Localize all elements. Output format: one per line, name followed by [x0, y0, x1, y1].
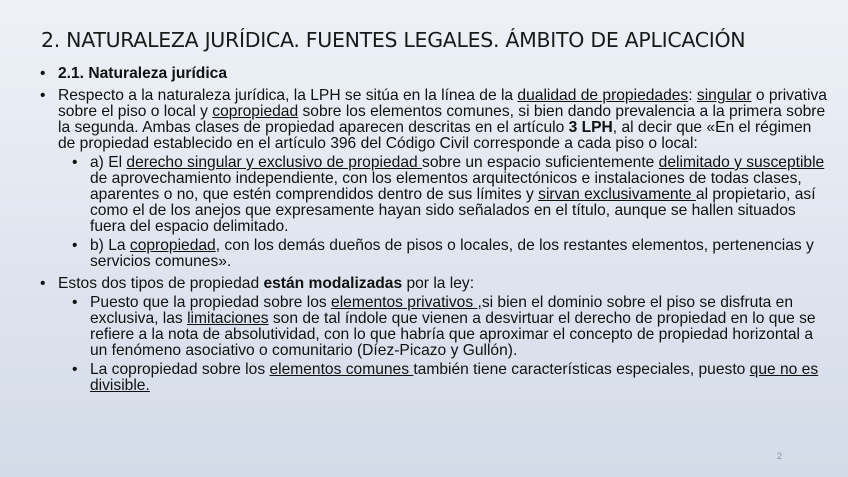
sub-bullet-copropiedad: [72, 238, 830, 270]
underlined-text: que no es divisible.: [90, 361, 819, 394]
underlined-text: derecho singular y exclusivo de propiedad: [126, 154, 423, 171]
bullet-naturaleza-juridica: [40, 66, 830, 82]
page-number: 2: [776, 451, 782, 461]
text: si bien el dominio sobre el piso se disfruta en exclusiva, las: [90, 294, 794, 327]
text: Respecto a la naturaleza jurídica, la LPH se sitúa en la línea de la: [58, 87, 518, 104]
underlined-text: copropiedad: [212, 103, 299, 120]
sub-bullet-list: [72, 295, 830, 394]
slide-content: [40, 66, 830, 394]
underlined-text: dualidad de propiedades: [517, 87, 689, 104]
text: , al decir que «En el régimen de propiedad establecido en el artículo 396 del Código Civil corresponde a cada piso o local:: [58, 119, 812, 152]
text: por la ley:: [402, 275, 475, 292]
underlined-text: singular: [696, 87, 752, 104]
sub-bullet-elementos-comunes: [72, 362, 830, 394]
text: al propietario, así como el de los anejos que expresamente hayan sido señalados en el título, aunque se hallen situados fuera del espacio delimitado.: [90, 186, 816, 235]
text: son de tal índole que vienen a desvirtuar el derecho de propiedad en lo que se refiere a la nota de absolutividad, con lo que habría que aproximar el concepto de propiedad horizontal a un fenómeno asociativo o comunitario (Díez-Picazo y Gullón).: [90, 310, 816, 359]
text: , con los demás dueños de pisos o locales, de los restantes elementos, pertenencias y servicios comunes».: [90, 237, 814, 270]
bullet-dualidad-propiedades: [40, 88, 830, 270]
underlined-text: copropiedad: [129, 237, 216, 254]
section-heading: 2.1. Naturaleza jurídica: [58, 65, 228, 82]
slide-title: 2. NATURALEZA JURÍDICA. FUENTES LEGALES. ÁMBITO DE APLICACIÓN: [41, 28, 746, 52]
bold-text: 3 LPH: [568, 119, 613, 136]
text: sobre los elementos comunes, si bien dando prevalencia a la primera sobre la segunda. Ambas clases de propiedad aparecen descritas en el artículo: [58, 103, 826, 136]
underlined-text: delimitado y susceptible: [658, 154, 825, 171]
text: Estos dos tipos de propiedad: [58, 275, 264, 292]
bullet-modalizadas: [40, 276, 830, 394]
sub-bullet-derecho-singular: [72, 155, 830, 235]
text: Puesto que la propiedad sobre los: [90, 294, 332, 311]
underlined-text: elementos privativos ,: [331, 294, 482, 311]
text: de aprovechamiento independiente, con los elementos arquitectónicos e instalaciones de todas clases, aparentes o no, que estén comprendidos dentro de sus límites y: [90, 170, 802, 203]
text: también tiene características especiales, puesto: [413, 361, 750, 378]
text: b) La: [90, 237, 130, 254]
text: :: [688, 87, 697, 104]
underlined-text: sirvan exclusivamente: [538, 186, 696, 203]
text: sobre un espacio suficientemente: [422, 154, 659, 171]
text: La copropiedad sobre los: [90, 361, 270, 378]
text: o privativa sobre el piso o local y: [58, 87, 827, 120]
bold-text: están modalizadas: [263, 275, 403, 292]
sub-bullet-list: [72, 155, 830, 270]
underlined-text: elementos comunes: [269, 361, 414, 378]
underlined-text: limitaciones: [187, 310, 269, 327]
sub-bullet-elementos-privativos: [72, 295, 830, 359]
text: a) El: [90, 154, 127, 171]
bullet-list: [40, 66, 830, 394]
